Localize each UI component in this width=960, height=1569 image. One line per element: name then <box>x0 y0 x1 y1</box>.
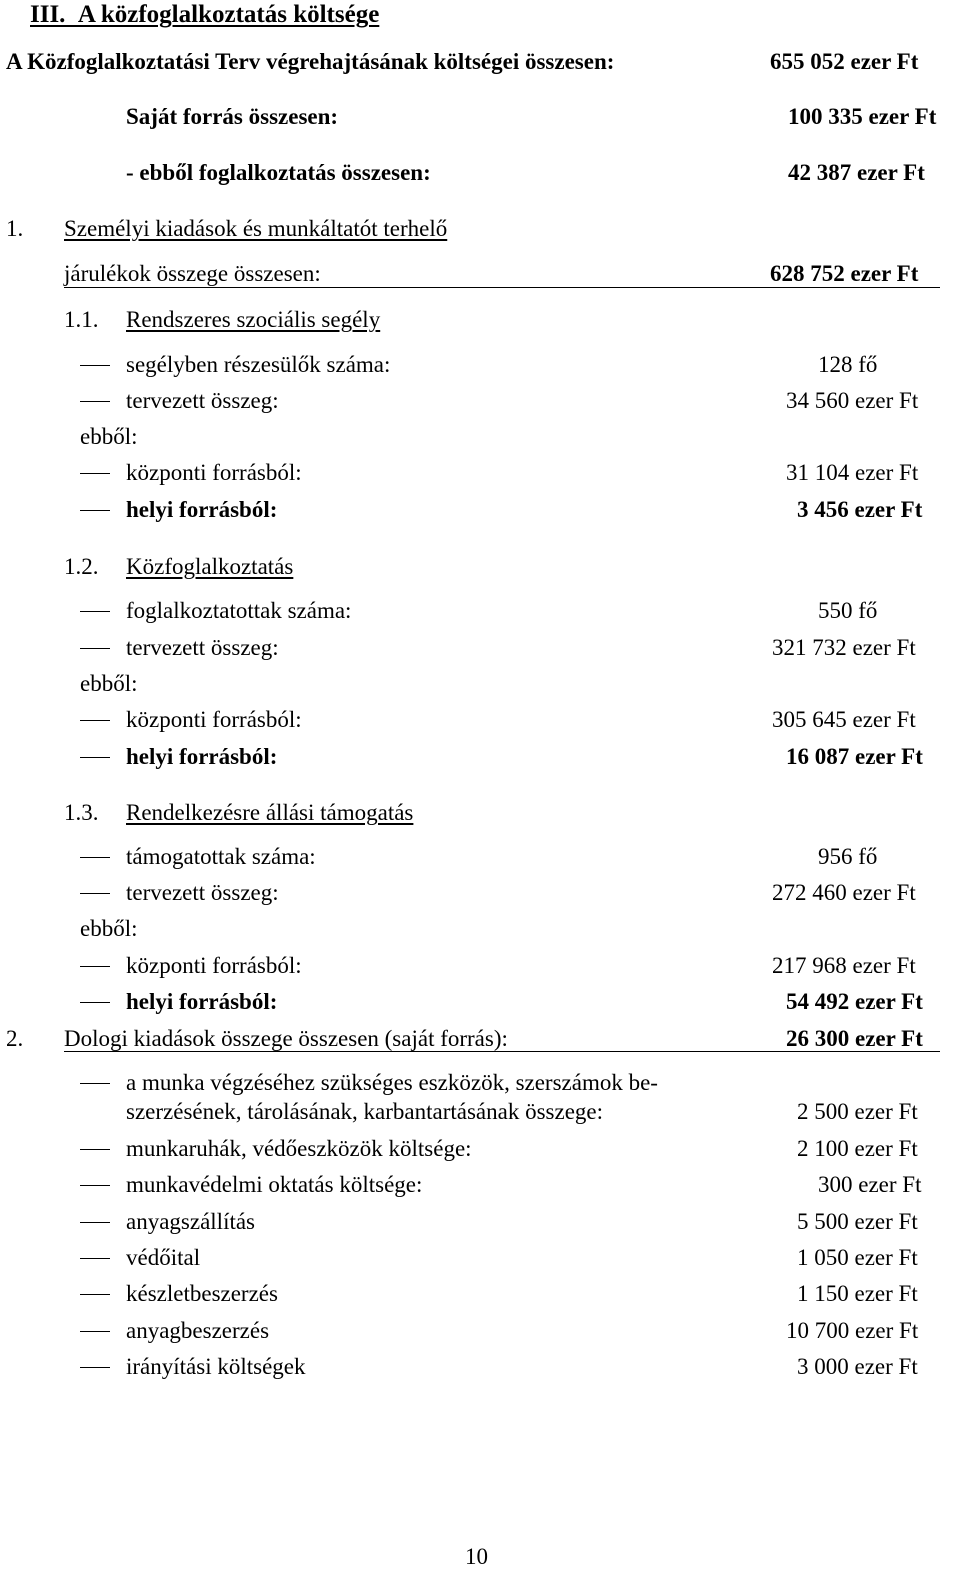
sub11-local-value: 3 456 ezer Ft <box>797 497 923 522</box>
dash-marker <box>80 1294 110 1295</box>
drinks-label: védőital <box>126 1245 201 1270</box>
dash-marker <box>80 966 110 967</box>
dash-marker <box>80 648 110 649</box>
dash-marker <box>80 757 110 758</box>
sub13-planned-value: 272 460 ezer Ft <box>772 880 916 905</box>
own-source-label: Saját forrás összesen: <box>126 104 339 129</box>
sub11-central-value: 31 104 ezer Ft <box>786 460 919 485</box>
management-cost-label: irányítási költségek <box>126 1354 306 1379</box>
dash-marker <box>80 510 110 511</box>
safety-training-cost-value: 300 ezer Ft <box>818 1172 922 1197</box>
section1-title-line1: Személyi kiadások és munkáltatót terhelő <box>64 216 448 241</box>
section2-title: Dologi kiadások összege összesen (saját forrás): <box>64 1026 508 1051</box>
dash-marker <box>80 1149 110 1150</box>
sub12-planned-label: tervezett összeg: <box>126 635 279 660</box>
workwear-cost-label: munkaruhák, védőeszközök költsége: <box>126 1136 472 1161</box>
material-purchase-label: anyagbeszerzés <box>126 1318 270 1343</box>
sub13-supported-value: 956 fő <box>818 844 878 869</box>
sub13-number: 1.3. <box>64 800 99 825</box>
material-transport-label: anyagszállítás <box>126 1209 256 1234</box>
sub12-planned-value: 321 732 ezer Ft <box>772 635 916 660</box>
dash-marker <box>80 1258 110 1259</box>
page-number: 10 <box>465 1544 488 1569</box>
sub11-title: Rendszeres szociális segély <box>126 307 381 332</box>
section2-number: 2. <box>6 1026 24 1051</box>
section1-title-line2: járulékok összege összesen: <box>64 261 321 286</box>
dash-marker <box>80 893 110 894</box>
dash-marker <box>80 401 110 402</box>
tools-cost-value: 2 500 ezer Ft <box>797 1099 918 1124</box>
management-cost-value: 3 000 ezer Ft <box>797 1354 918 1379</box>
sub13-central-value: 217 968 ezer Ft <box>772 953 916 978</box>
sub12-title: Közfoglalkoztatás <box>126 554 294 579</box>
employment-total-value: 42 387 ezer Ft <box>788 160 925 185</box>
tools-cost-label-line2: szerzésének, tárolásának, karbantartásának összege: <box>126 1099 604 1124</box>
dash-marker <box>80 857 110 858</box>
sub11-central-label: központi forrásból: <box>126 460 302 485</box>
sub12-of-which-label: ebből: <box>80 671 138 696</box>
safety-training-cost-label: munkavédelmi oktatás költsége: <box>126 1172 423 1197</box>
sub11-number: 1.1. <box>64 307 99 332</box>
sub11-recipients-label: segélyben részesülők száma: <box>126 352 391 377</box>
total-cost-value: 655 052 ezer Ft <box>770 49 919 74</box>
dash-marker <box>80 611 110 612</box>
dash-marker <box>80 1083 110 1084</box>
dash-marker <box>80 1185 110 1186</box>
dash-marker <box>80 1222 110 1223</box>
dash-marker <box>80 1367 110 1368</box>
employment-total-label: - ebből foglalkoztatás összesen: <box>126 160 431 185</box>
drinks-value: 1 050 ezer Ft <box>797 1245 918 1270</box>
sub11-recipients-value: 128 fő <box>818 352 878 377</box>
section2-underline <box>64 1051 940 1052</box>
own-source-value: 100 335 ezer Ft <box>788 104 937 129</box>
sub12-local-label: helyi forrásból: <box>126 744 278 769</box>
sub13-planned-label: tervezett összeg: <box>126 880 279 905</box>
inventory-purchase-label: készletbeszerzés <box>126 1281 278 1306</box>
inventory-purchase-value: 1 150 ezer Ft <box>797 1281 918 1306</box>
sub12-central-label: központi forrásból: <box>126 707 302 732</box>
sub11-of-which-label: ebből: <box>80 424 138 449</box>
section1-number: 1. <box>6 216 24 241</box>
sub12-local-value: 16 087 ezer Ft <box>786 744 923 769</box>
sub11-planned-value: 34 560 ezer Ft <box>786 388 919 413</box>
tools-cost-label-line1: a munka végzéséhez szükséges eszközök, szerszámok be- <box>126 1070 658 1095</box>
sub13-local-value: 54 492 ezer Ft <box>786 989 923 1014</box>
workwear-cost-value: 2 100 ezer Ft <box>797 1136 918 1161</box>
total-cost-label: A Közfoglalkoztatási Terv végrehajtásának költségei összesen: <box>6 49 615 74</box>
material-purchase-value: 10 700 ezer Ft <box>786 1318 919 1343</box>
material-transport-value: 5 500 ezer Ft <box>797 1209 918 1234</box>
sub13-of-which-label: ebből: <box>80 916 138 941</box>
dash-marker <box>80 365 110 366</box>
sub13-supported-label: támogatottak száma: <box>126 844 316 869</box>
page-heading: III. A közfoglalkoztatás költsége <box>30 1 380 28</box>
sub13-local-label: helyi forrásból: <box>126 989 278 1014</box>
sub12-central-value: 305 645 ezer Ft <box>772 707 916 732</box>
dash-marker <box>80 720 110 721</box>
sub13-title: Rendelkezésre állási támogatás <box>126 800 414 825</box>
sub11-local-label: helyi forrásból: <box>126 497 278 522</box>
sub12-employed-value: 550 fő <box>818 598 878 623</box>
dash-marker <box>80 1002 110 1003</box>
dash-marker <box>80 1331 110 1332</box>
section1-value: 628 752 ezer Ft <box>770 261 919 286</box>
sub12-number: 1.2. <box>64 554 99 579</box>
sub13-central-label: központi forrásból: <box>126 953 302 978</box>
section1-underline <box>64 287 940 288</box>
dash-marker <box>80 473 110 474</box>
sub12-employed-label: foglalkoztatottak száma: <box>126 598 352 623</box>
section2-value: 26 300 ezer Ft <box>786 1026 923 1051</box>
sub11-planned-label: tervezett összeg: <box>126 388 279 413</box>
